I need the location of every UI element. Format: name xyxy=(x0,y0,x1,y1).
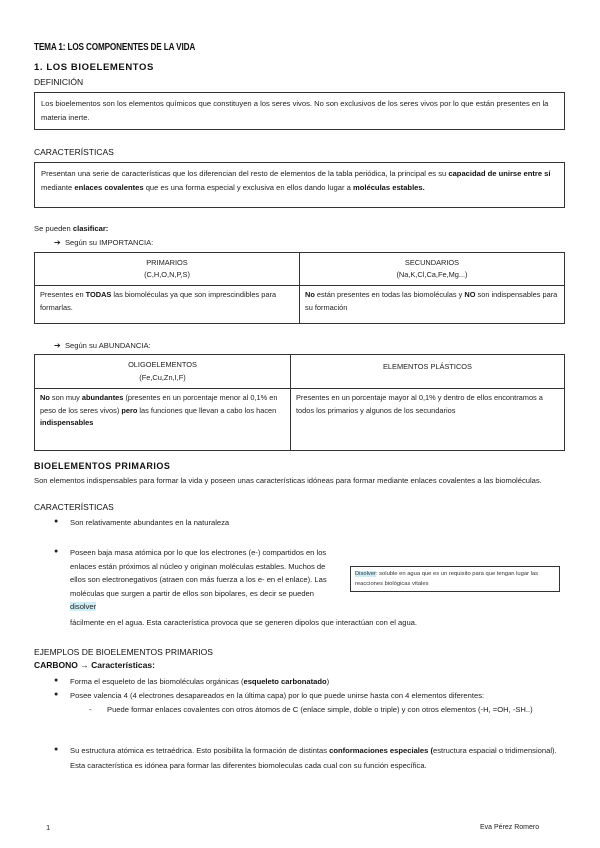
bullet-icon: ● xyxy=(54,677,59,684)
characteristics-box: Presentan una serie de características que los diferencian del resto de elementos de la tabla periódica, la principal es su capacidad de unirse entre sí mediante enlaces covalentes que es una forma especial y exclusiva en ellos dando lugar a moléculas estables. xyxy=(34,162,565,208)
primarios-char-label: CARACTERÍSTICAS xyxy=(34,502,114,512)
dash-icon: - xyxy=(89,705,92,714)
page-number: 1 xyxy=(46,823,51,832)
carbono-bullet-3: Su estructura atómica es tetraédrica. Esto posibilita la formación de distintas conformaciones especiales (estructura espacial o tridimensional). Esta característica es idónea para formar las diferentes biomoleculas cada cual con su función específica. xyxy=(70,746,557,770)
arrow-right-icon: ➔ xyxy=(54,238,61,247)
carbono-sub-1: Puede formar enlaces covalentes con otros átomos de C (enlace simple, doble o triple) y con otros elementos (-H, =OH, -SH..) xyxy=(107,705,533,714)
classify-line: Se pueden clasificar: xyxy=(34,224,109,233)
bullet-icon: ● xyxy=(54,548,59,555)
disolver-note: Disolver: soluble en agua que es un requisito para que tengan lugar las reacciones biológicas vitales xyxy=(350,566,560,592)
definition-label: DEFINICIÓN xyxy=(34,77,84,87)
primarios-heading: BIOELEMENTOS PRIMARIOS xyxy=(34,461,171,471)
oligoelementos-cell: No son muy abundantes (presentes en un porcentaje menor al 0,1% en peso de los seres vivos) pero las funciones que llevan a cabo los hacen indispensables xyxy=(35,389,291,451)
carbono-bullet-2: Posee valencia 4 (4 electrones desapareados en la última capa) por lo que puede unirse hasta con 4 elementos diferentes: xyxy=(70,691,485,700)
oligoelementos-header: OLIGOELEMENTOS (Fe,Cu,Zn,I,F) xyxy=(35,355,291,389)
bullet-icon: ● xyxy=(54,691,59,698)
primarios-bullet-1: Son relativamente abundantes en la naturaleza xyxy=(70,518,230,527)
abundance-line: ➔ Según su ABUNDANCIA: xyxy=(54,341,151,350)
abundance-table xyxy=(34,354,565,451)
ejemplos-heading: EJEMPLOS DE BIOELEMENTOS PRIMARIOS xyxy=(34,647,213,657)
primarios-header: PRIMARIOS (C,H,O,N,P,S) xyxy=(35,253,300,286)
carbono-bullet-1: Forma el esqueleto de las biomoléculas orgánicas (esqueleto carbonatado) xyxy=(70,677,330,686)
importance-line: ➔ Según su IMPORTANCIA: xyxy=(54,238,154,247)
page-title: TEMA 1: LOS COMPONENTES DE LA VIDA xyxy=(34,41,196,53)
importance-table xyxy=(34,252,565,324)
primarios-bullet-2-cont: fácilmente en el agua. Esta característica provoca que se generen dipolos que interactúan con el agua. xyxy=(70,618,418,627)
primarios-cell: Presentes en TODAS las biomoléculas ya que son imprescindibles para formarlas. xyxy=(35,286,300,324)
primarios-bullet-2: Poseen baja masa atómica por lo que los electrones (e-) compartidos en los enlaces están próximos al núcleo y originan moléculas estables. Muchos de ellos son electronegativos (atraen con más fuerza a los e- en el enlace). Las moléculas que surgen a partir de ellos son bipolares, es decir se pueden disolver xyxy=(70,548,327,612)
section-heading-bioelementos: 1. LOS BIOELEMENTOS xyxy=(34,62,154,73)
plasticos-cell: Presentes en un porcentaje mayor al 0,1% y dentro de ellos encontramos a todos los primarios y algunos de los secundarios xyxy=(291,389,565,451)
primarios-intro: Son elementos indispensables para formar la vida y poseen unas características idóneas para formar mediante enlaces covalentes a las biomoléculas. xyxy=(34,476,542,485)
secundarios-header: SECUNDARIOS (Na,K,Cl,Ca,Fe,Mg...) xyxy=(300,253,565,286)
characteristics-label: CARACTERÍSTICAS xyxy=(34,147,114,157)
bullet-icon: ● xyxy=(54,746,59,753)
arrow-right-icon: ➔ xyxy=(54,341,61,350)
carbono-label: CARBONO → Características: xyxy=(34,660,155,670)
definition-box: Los bioelementos son los elementos químicos que constituyen a los seres vivos. No son exclusivos de los seres vivos por lo que están presentes en la materia inerte. xyxy=(34,92,565,130)
bullet-icon: ● xyxy=(54,518,59,525)
author-name: Eva Pérez Romero xyxy=(480,824,540,831)
plasticos-header: ELEMENTOS PLÁSTICOS xyxy=(291,355,565,389)
secundarios-cell: No están presentes en todas las biomoléculas y NO son indispensables para su formación xyxy=(300,286,565,324)
